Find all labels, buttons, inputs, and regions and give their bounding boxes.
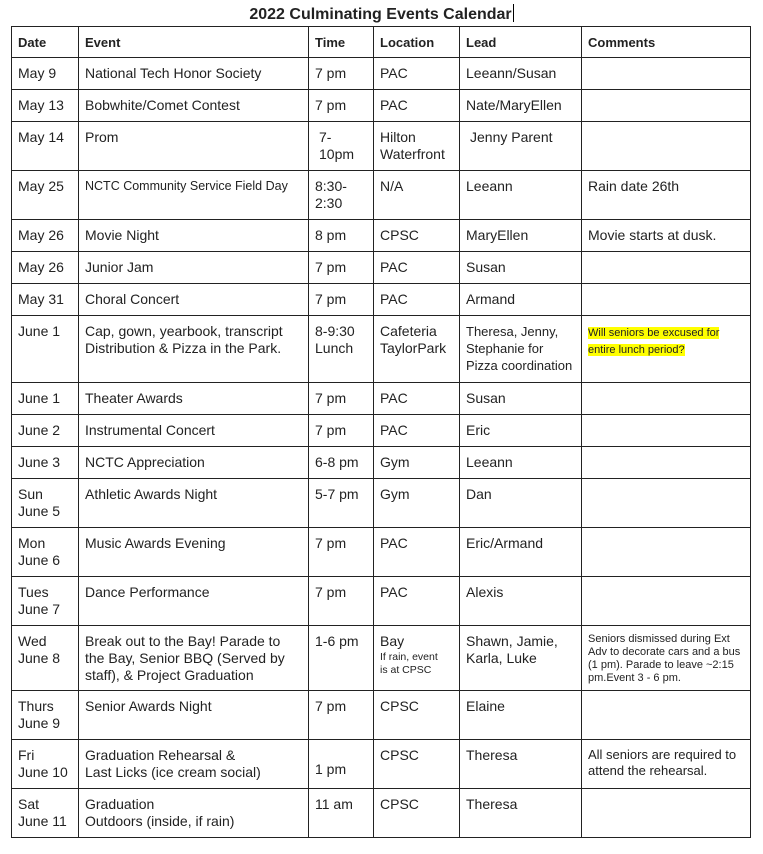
cell-date: June 1 — [12, 383, 79, 415]
table-row — [12, 415, 751, 447]
table-row — [12, 171, 751, 220]
header-date: Date — [12, 27, 79, 58]
cell-lead: Leeann — [460, 447, 582, 479]
cell-lead: Susan — [460, 383, 582, 415]
cell-location: Gym — [374, 479, 460, 528]
cell-date: June 1 — [12, 316, 79, 383]
cell-time: 7- 10pm — [309, 122, 374, 171]
table-row — [12, 122, 751, 171]
table-row — [12, 284, 751, 316]
location-note: If rain, event is at CPSC — [380, 651, 438, 676]
cell-event: Graduation Rehearsal & Last Licks (ice cream social) — [79, 740, 309, 789]
cell-time: 1-6 pm — [309, 626, 374, 691]
cell-lead: Leeann/Susan — [460, 58, 582, 90]
cell-location: PAC — [374, 577, 460, 626]
table-row — [12, 479, 751, 528]
cell-event: Junior Jam — [79, 252, 309, 284]
cell-event: National Tech Honor Society — [79, 58, 309, 90]
cell-time: 8-9:30 Lunch — [309, 316, 374, 383]
cell-event: Prom — [79, 122, 309, 171]
cell-comments: Movie starts at dusk. — [582, 220, 751, 252]
highlighted-comment: Will seniors be excused for entire lunch period? — [588, 327, 720, 356]
cell-comments: All seniors are required to attend the rehearsal. — [582, 740, 751, 789]
cell-event: Instrumental Concert — [79, 415, 309, 447]
cell-event: Graduation Outdoors (inside, if rain) — [79, 789, 309, 838]
cell-event: Choral Concert — [79, 284, 309, 316]
cell-event: Theater Awards — [79, 383, 309, 415]
time-text: 1 pm — [315, 761, 347, 777]
time-spacer — [315, 747, 367, 761]
table-row — [12, 528, 751, 577]
cell-lead: Armand — [460, 284, 582, 316]
cell-location: PAC — [374, 415, 460, 447]
table-row — [12, 691, 751, 740]
table-row — [12, 740, 751, 789]
header-time: Time — [309, 27, 374, 58]
table-row — [12, 252, 751, 284]
header-event: Event — [79, 27, 309, 58]
cell-date: May 13 — [12, 90, 79, 122]
cell-event: Cap, gown, yearbook, transcript Distribution & Pizza in the Park. — [79, 316, 309, 383]
cell-comments — [582, 479, 751, 528]
cell-location: Hilton Waterfront — [374, 122, 460, 171]
header-lead: Lead — [460, 27, 582, 58]
cell-time: 5-7 pm — [309, 479, 374, 528]
cell-date: May 14 — [12, 122, 79, 171]
cell-comments: Rain date 26th — [582, 171, 751, 220]
cell-comments — [582, 383, 751, 415]
header-row — [12, 27, 751, 58]
cell-location: PAC — [374, 252, 460, 284]
cell-lead: MaryEllen — [460, 220, 582, 252]
table-row — [12, 58, 751, 90]
cell-comments — [582, 447, 751, 479]
cell-lead: Leeann — [460, 171, 582, 220]
header-location: Location — [374, 27, 460, 58]
cell-event: Break out to the Bay! Parade to the Bay, Senior BBQ (Served by staff), & Project Graduation — [79, 626, 309, 691]
cell-location: PAC — [374, 90, 460, 122]
cell-date: Fri June 10 — [12, 740, 79, 789]
cell-event: Athletic Awards Night — [79, 479, 309, 528]
cell-lead: Shawn, Jamie, Karla, Luke — [460, 626, 582, 691]
table-row — [12, 316, 751, 383]
cell-location: Gym — [374, 447, 460, 479]
cell-location: Cafeteria TaylorPark — [374, 316, 460, 383]
cell-date: Wed June 8 — [12, 626, 79, 691]
cell-location: PAC — [374, 383, 460, 415]
cell-date: May 31 — [12, 284, 79, 316]
cell-time: 7 pm — [309, 252, 374, 284]
cell-time: 11 am — [309, 789, 374, 838]
cell-date: May 25 — [12, 171, 79, 220]
cell-date: May 9 — [12, 58, 79, 90]
cell-comments — [582, 284, 751, 316]
page-title — [0, 4, 763, 25]
table-row — [12, 626, 751, 691]
cell-comments — [582, 691, 751, 740]
cell-time: 8:30- 2:30 — [309, 171, 374, 220]
cell-comments — [582, 90, 751, 122]
cell-location: PAC — [374, 58, 460, 90]
table-row — [12, 447, 751, 479]
title-text: 2022 Culminating Events Calendar — [249, 6, 512, 23]
cell-date: Sat June 11 — [12, 789, 79, 838]
cell-location: CPSC — [374, 740, 460, 789]
cell-event: Music Awards Evening — [79, 528, 309, 577]
table-row — [12, 577, 751, 626]
cell-date: June 3 — [12, 447, 79, 479]
cell-time: 7 pm — [309, 383, 374, 415]
cell-comments — [582, 415, 751, 447]
cell-event: NCTC Community Service Field Day — [79, 171, 309, 220]
cell-time: 8 pm — [309, 220, 374, 252]
text-cursor — [513, 4, 514, 22]
cell-lead: Theresa, Jenny, Stephanie for Pizza coordination — [460, 316, 582, 383]
cell-date: May 26 — [12, 220, 79, 252]
cell-comments — [582, 316, 751, 383]
cell-time: 7 pm — [309, 577, 374, 626]
cell-time: 7 pm — [309, 691, 374, 740]
cell-location: PAC — [374, 284, 460, 316]
cell-lead: Alexis — [460, 577, 582, 626]
table-row — [12, 789, 751, 838]
cell-time: 7 pm — [309, 90, 374, 122]
table-row — [12, 220, 751, 252]
cell-location: PAC — [374, 528, 460, 577]
cell-date: June 2 — [12, 415, 79, 447]
cell-comments — [582, 252, 751, 284]
cell-location: CPSC — [374, 220, 460, 252]
cell-time — [309, 740, 374, 789]
cell-comments — [582, 58, 751, 90]
cell-time: 6-8 pm — [309, 447, 374, 479]
cell-lead: Theresa — [460, 789, 582, 838]
cell-date: Mon June 6 — [12, 528, 79, 577]
cell-location: N/A — [374, 171, 460, 220]
cell-comments — [582, 789, 751, 838]
cell-date: May 26 — [12, 252, 79, 284]
cell-comments — [582, 528, 751, 577]
cell-lead: Jenny Parent — [460, 122, 582, 171]
cell-lead: Elaine — [460, 691, 582, 740]
cell-date: Tues June 7 — [12, 577, 79, 626]
location-text: Bay — [380, 633, 405, 649]
table-row — [12, 383, 751, 415]
cell-lead: Eric/Armand — [460, 528, 582, 577]
cell-event: Movie Night — [79, 220, 309, 252]
cell-time: 7 pm — [309, 415, 374, 447]
cell-lead: Dan — [460, 479, 582, 528]
table-row — [12, 90, 751, 122]
cell-time: 7 pm — [309, 284, 374, 316]
cell-time: 7 pm — [309, 58, 374, 90]
cell-location — [374, 626, 460, 691]
cell-event: Senior Awards Night — [79, 691, 309, 740]
cell-lead: Eric — [460, 415, 582, 447]
cell-comments — [582, 577, 751, 626]
cell-date: Thurs June 9 — [12, 691, 79, 740]
events-table — [11, 26, 751, 838]
cell-lead: Theresa — [460, 740, 582, 789]
cell-comments — [582, 122, 751, 171]
cell-time: 7 pm — [309, 528, 374, 577]
cell-comments: Seniors dismissed during Ext Adv to decorate cars and a bus (1 pm). Parade to leave ~2:15 pm.Event 3 - 6 pm. — [582, 626, 751, 691]
cell-date: Sun June 5 — [12, 479, 79, 528]
cell-event: Dance Performance — [79, 577, 309, 626]
header-comments: Comments — [582, 27, 751, 58]
cell-lead: Nate/MaryEllen — [460, 90, 582, 122]
cell-location: CPSC — [374, 691, 460, 740]
cell-event: Bobwhite/Comet Contest — [79, 90, 309, 122]
cell-event: NCTC Appreciation — [79, 447, 309, 479]
cell-location: CPSC — [374, 789, 460, 838]
cell-lead: Susan — [460, 252, 582, 284]
